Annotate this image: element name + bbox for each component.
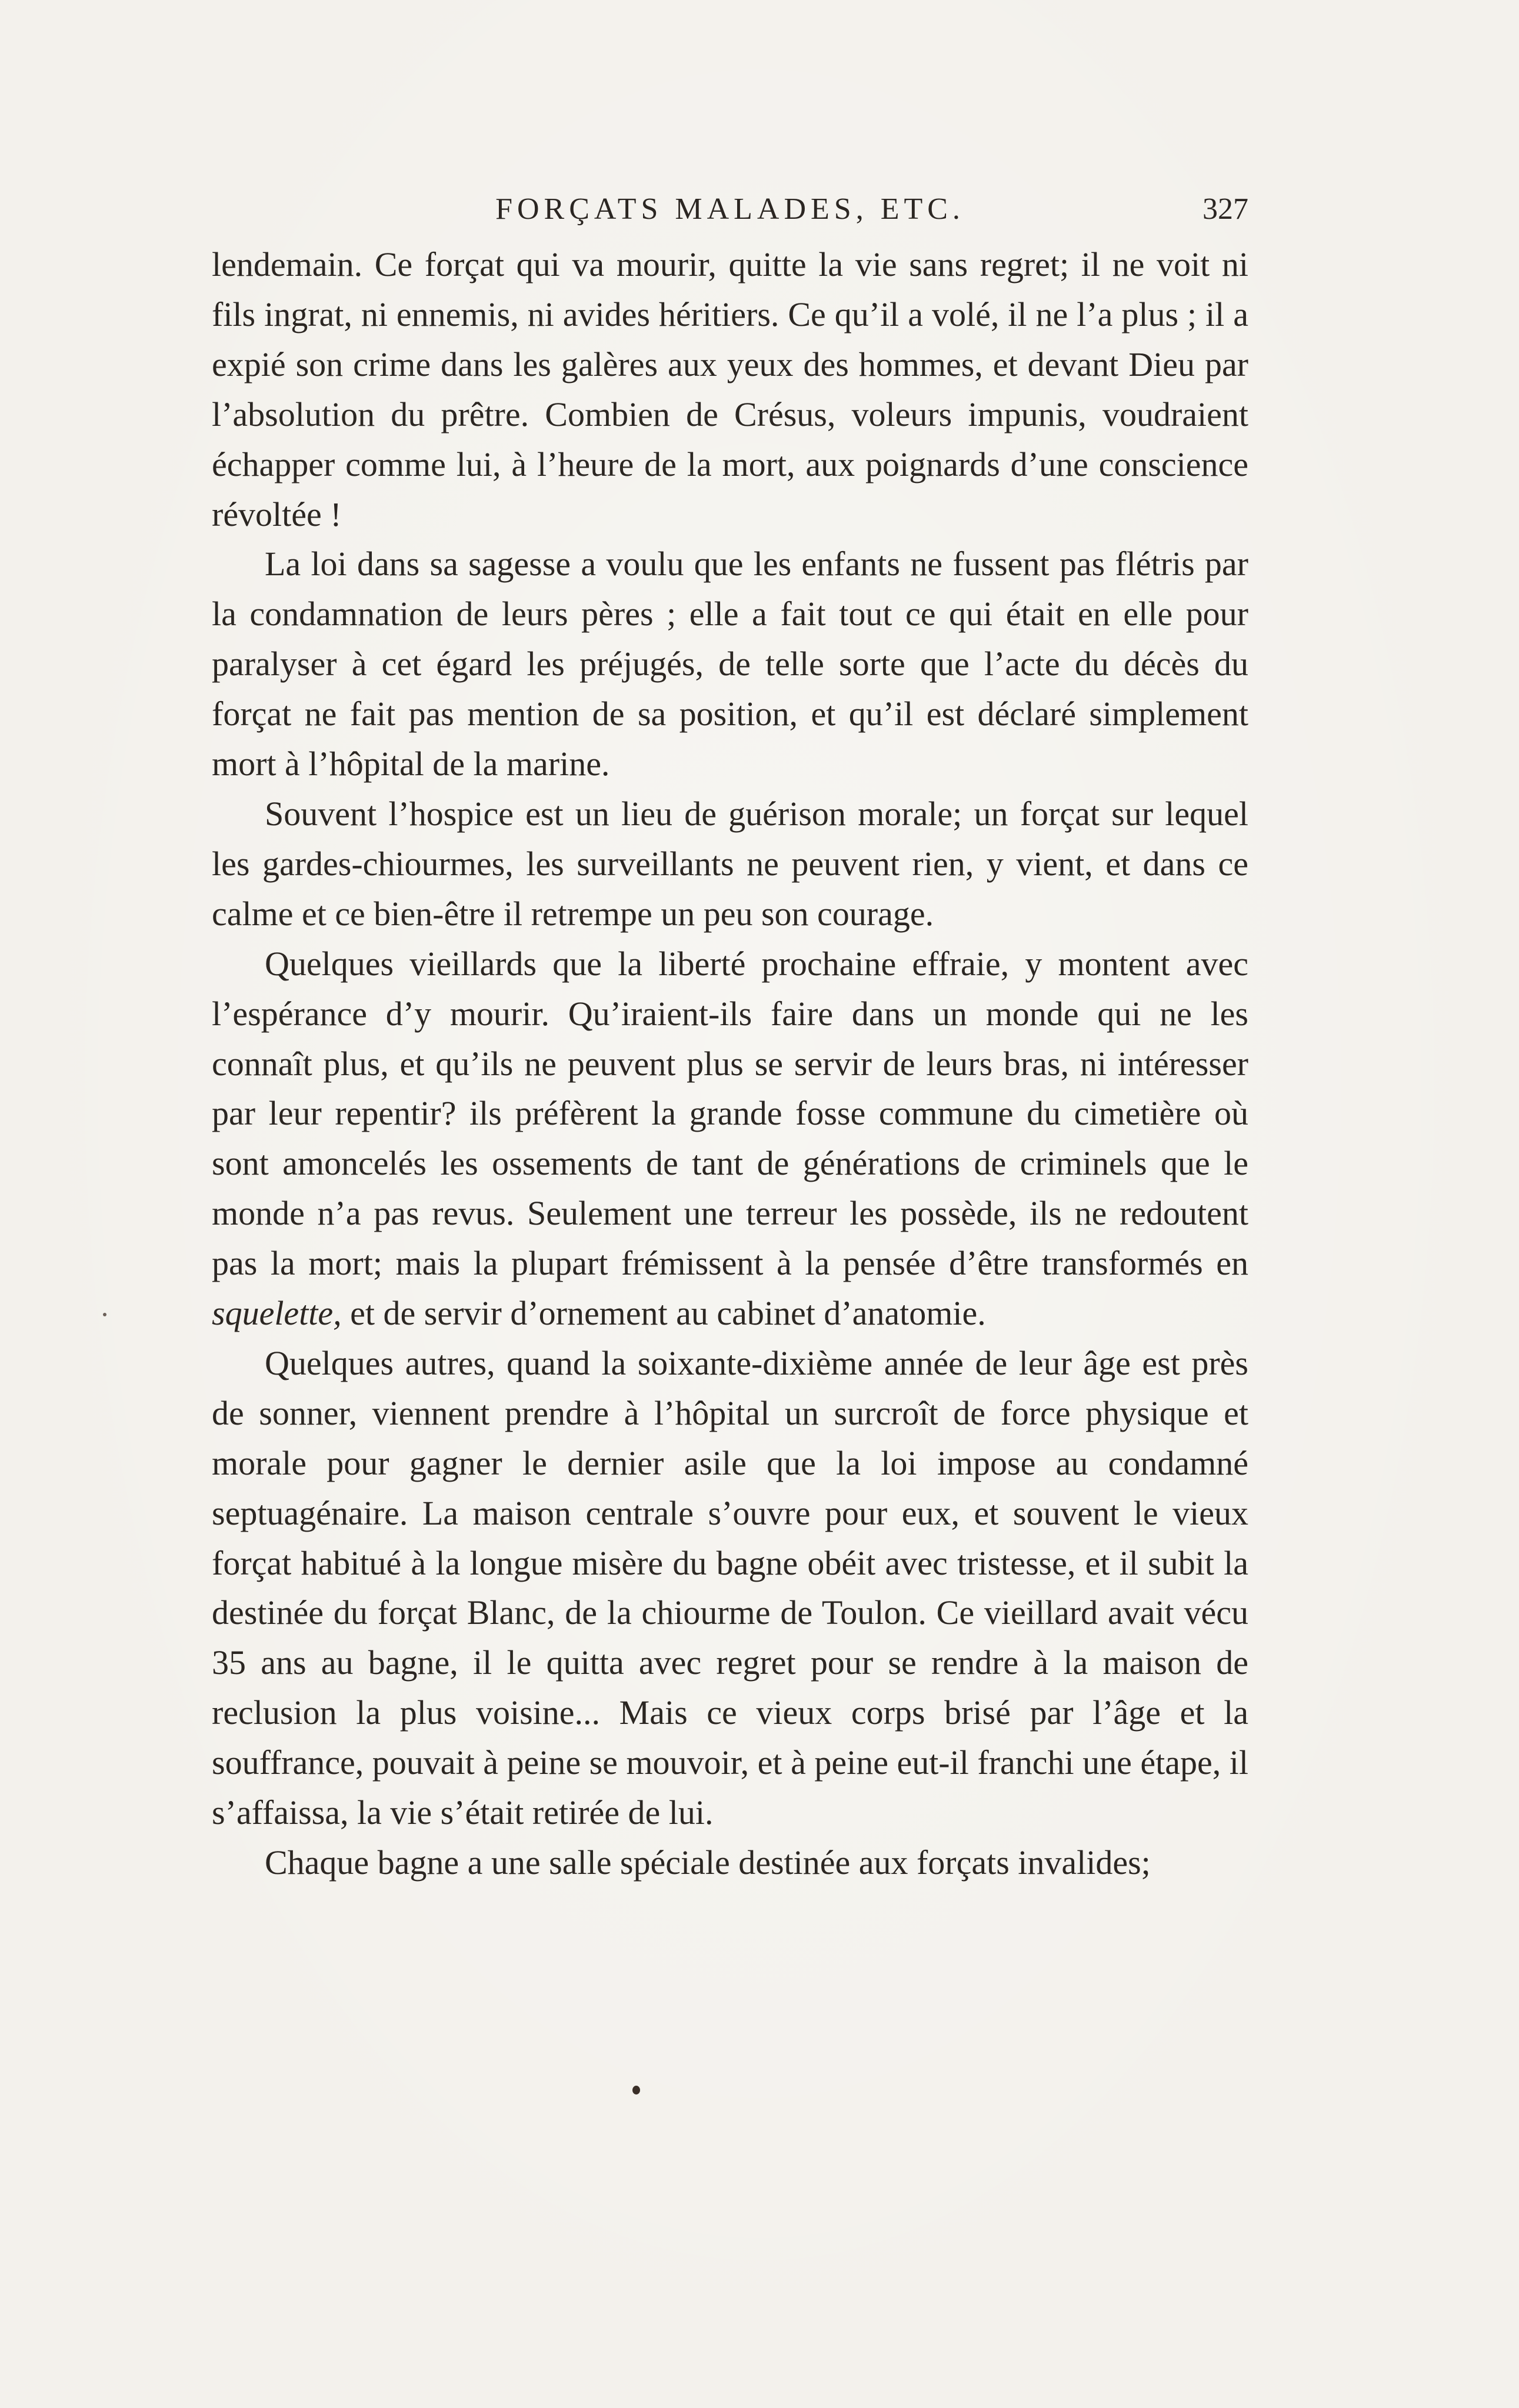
paragraph-invalides: Chaque bagne a une salle spéciale destinée aux forçats invalides;: [265, 1843, 1151, 1882]
paragraph-continuation: lendemain. Ce forçat qui va mourir, quitte la vie sans regret; il ne voit ni fils ingrat, ni ennemis, ni avides héritiers. Ce qu’il a volé, il ne l’a plus ; il a expié son crime dans les galères aux yeux des hommes, et devant Dieu par l’absolution du prêtre. Combien de Crésus, voleurs impunis, voudraient échapper comme lui, à l’heure de la mort, aux poignards d’une conscience révoltée !: [212, 245, 1248, 533]
emphasis-word: squelette,: [212, 1294, 342, 1333]
paragraph-old-men-text-after: et de servir d’ornement au cabinet d’anatomie.: [341, 1294, 986, 1333]
running-title: FORÇATS MALADES, ETC.: [495, 192, 965, 226]
ink-speck-margin: [103, 1313, 106, 1316]
paragraph-old-men: [212, 939, 1248, 1339]
page-number: 327: [1202, 192, 1248, 226]
body-text: [212, 240, 1248, 1888]
paragraph-law: La loi dans sa sagesse a voulu que les enfants ne fussent pas flétris par la condamnation de leurs pères ; elle a fait tout ce qui était en elle pour paralyser à cet égard les préjugés, de telle sorte que l’acte du décès du forçat ne fait pas mention de sa position, et qu’il est déclaré simplement mort à l’hôpital de la marine.: [212, 545, 1248, 783]
page-header: [212, 188, 1248, 235]
ink-speck: [632, 2086, 640, 2095]
paragraph-old-men-text-before: Quelques vieillards que la liberté prochaine effraie, y montent avec l’espérance d’y mourir. Qu’iraient-ils faire dans un monde qui ne les connaît plus, et qu’ils ne peuvent plus se servir de leurs bras, ni intéresser par leur repentir? ils préfèrent la grande fosse commune du cimetière où sont amoncelés les ossements de tant de générations de criminels que le monde n’a pas revus. Seulement une terreur les possède, ils ne redoutent pas la mort; mais la plupart frémissent à la pensée d’être transformés en: [212, 944, 1248, 1283]
paragraph-hospice: Souvent l’hospice est un lieu de guérison morale; un forçat sur lequel les gardes-chiourmes, les surveillants ne peuvent rien, y vient, et dans ce calme et ce bien-être il retrempe un peu son courage.: [212, 794, 1248, 933]
paragraph-septuagenarian: Quelques autres, quand la soixante-dixième année de leur âge est près de sonner, viennent prendre à l’hôpital un surcroît de force physique et morale pour gagner le dernier asile que la loi impose au condamné septuagénaire. La maison centrale s’ouvre pour eux, et souvent le vieux forçat habitué à la longue misère du bagne obéit avec tristesse, et il subit la destinée du forçat Blanc, de la chiourme de Toulon. Ce vieillard avait vécu 35 ans au bagne, il le quitta avec regret pour se rendre à la maison de reclusion la plus voisine... Mais ce vieux corps brisé par l’âge et la souffrance, pouvait à peine se mouvoir, et à peine eut-il franchi une étape, il s’affaissa, la vie s’était retirée de lui.: [212, 1343, 1248, 1832]
